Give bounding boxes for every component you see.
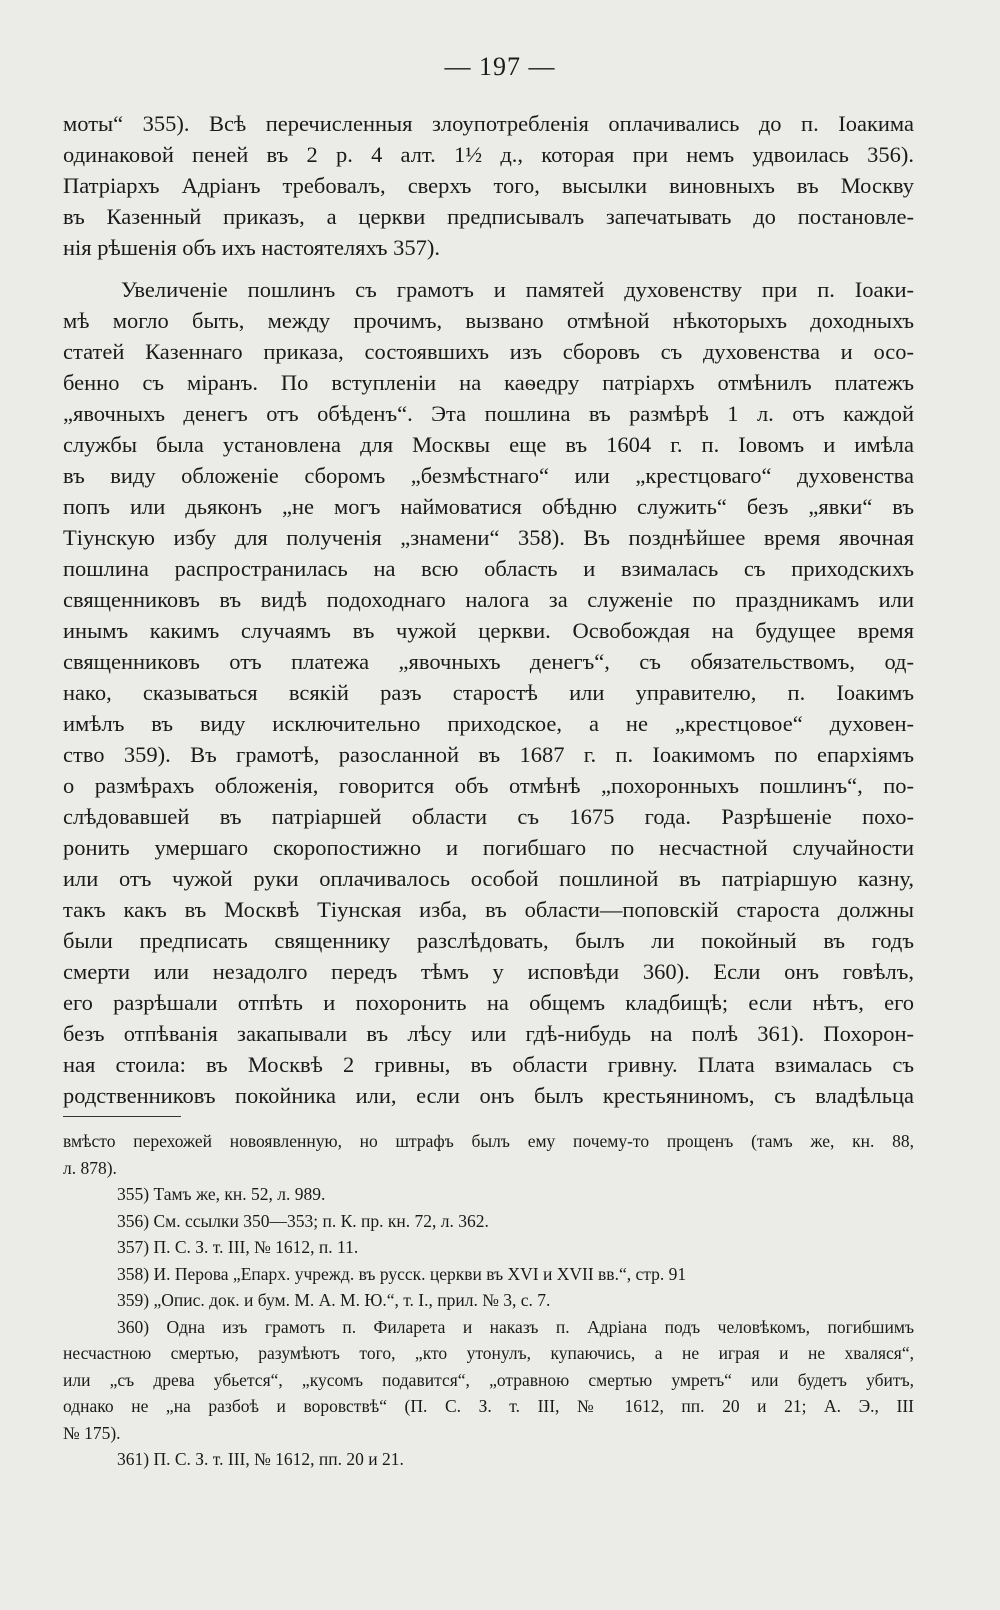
footnote-line: вмѣсто перехожей новоявленную, но штрафъ былъ ему почему-то прощенъ (тамъ же, кн. 88, xyxy=(63,1131,914,1151)
text-line: статей Казеннаго приказа, состоявшихъ изъ сборовъ съ духовенства и осо- xyxy=(63,339,914,364)
main-text xyxy=(63,108,914,1111)
footnotes xyxy=(63,1128,914,1473)
footnote-line: несчастною смертью, разумѣютъ того, „кто утонулъ, купаючись, а не играя и не хваляся“, xyxy=(63,1343,914,1363)
text-line: бенно съ міранъ. По вступленіи на каѳедру патріархъ отмѣнилъ платежъ xyxy=(63,370,914,395)
text-line: священниковъ въ видѣ подоходнаго налога за служеніе по праздникамъ или xyxy=(63,587,914,612)
text-line: смерти или незадолго передъ тѣмъ у исповѣди 360). Если онъ говѣлъ, xyxy=(63,959,914,984)
text-line: ронить умершаго скоропостижно и погибшаго по несчастной случайности xyxy=(63,835,914,860)
footnote-355: 355) Тамъ же, кн. 52, л. 989. xyxy=(117,1184,326,1204)
text-line: безъ отпѣванія закапывали въ лѣсу или гдѣ-нибудь на полѣ 361). Похорон- xyxy=(63,1021,914,1046)
text-line: такъ какъ въ Москвѣ Тіунская изба, въ области—поповскій староста должны xyxy=(63,897,914,922)
text-line: въ Казенный приказъ, а церкви предписывалъ запечатывать до постановле- xyxy=(63,204,914,229)
footnote-358: 358) И. Перова „Епарх. учрежд. въ русск. церкви въ XVI и XVII вв.“, стр. 91 xyxy=(117,1263,687,1284)
text-line: службы была установлена для Москвы еще въ 1604 г. п. Іовомъ и имѣла xyxy=(63,432,914,457)
text-line: нія рѣшенія объ ихъ настоятеляхъ 357). xyxy=(63,235,441,260)
footnote-line: однако не „на разбоѣ и воровствѣ“ (П. С. З. т. III, № 1612, пп. 20 и 21; А. Э., III xyxy=(63,1396,914,1416)
footnote-361: 361) П. С. З. т. III, № 1612, пп. 20 и 21. xyxy=(117,1449,404,1469)
text-line: пошлина распространилась на всю область и взималась съ приходскихъ xyxy=(63,556,914,581)
text-line: родственниковъ покойника или, если онъ былъ крестьяниномъ, съ владѣльца xyxy=(63,1083,914,1108)
footnote-359: 359) „Опис. док. и бум. М. А. М. Ю.“, т. I., прил. № 3, с. 7. xyxy=(117,1290,551,1310)
text-line: одинаковой пеней въ 2 р. 4 алт. 1½ д., которая при немъ удвоилась 356). xyxy=(63,142,914,167)
text-line: въ виду обложеніе сборомъ „безмѣстнаго“ или „крестцоваго“ духовенства xyxy=(63,463,914,488)
text-line: нако, сказываться всякій разъ старостѣ или управителю, п. Іоакимъ xyxy=(63,680,914,705)
text-line: слѣдовавшей въ патріаршей области съ 1675 года. Разрѣшеніе похо- xyxy=(63,804,914,829)
text-line: были предписать священнику разслѣдовать, былъ ли покойный въ годъ xyxy=(63,928,914,953)
text-line: моты“ 355). Всѣ перечисленныя злоупотребленія оплачивались до п. Іоакима xyxy=(63,111,914,136)
text-line: Увеличеніе пошлинъ съ грамотъ и памятей духовенству при п. Іоаки- xyxy=(121,277,914,302)
footnote-divider xyxy=(63,1116,181,1117)
footnote-356: 356) См. ссылки 350—353; п. К. пр. кн. 72, л. 362. xyxy=(117,1210,489,1231)
text-line: или отъ чужой руки оплачивалось особой пошлиной въ патріаршую казну, xyxy=(63,866,914,891)
footnote-line: л. 878). xyxy=(63,1157,117,1178)
footnote-line: № 175). xyxy=(63,1422,121,1443)
text-line: Тіунскую избу для полученія „знамени“ 358). Въ позднѣйшее время явочная xyxy=(63,525,914,550)
text-line: о размѣрахъ обложенія, говорится объ отмѣнѣ „похоронныхъ пошлинъ“, по- xyxy=(63,773,914,798)
text-line: мѣ могло быть, между прочимъ, вызвано отмѣной нѣкоторыхъ доходныхъ xyxy=(63,308,914,333)
page-number: — 197 — xyxy=(444,52,556,81)
text-line: ство 359). Въ грамотѣ, разосланной въ 1687 г. п. Іоакимомъ по епархіямъ xyxy=(63,742,914,767)
text-line: Патріархъ Адріанъ требовалъ, сверхъ того, высылки виновныхъ въ Москву xyxy=(63,173,914,198)
text-line: инымъ какимъ случаямъ въ чужой церкви. Освобождая на будущее время xyxy=(63,618,914,643)
text-line: ная стоила: въ Москвѣ 2 гривны, въ области гривну. Плата взималась съ xyxy=(63,1052,914,1077)
footnote-357: 357) П. С. З. т. III, № 1612, п. 11. xyxy=(117,1237,359,1257)
text-line: священниковъ отъ платежа „явочныхъ денегъ“, съ обязательствомъ, од- xyxy=(63,649,914,674)
text-line: его разрѣшали отпѣть и похоронить на общемъ кладбищѣ; если нѣтъ, его xyxy=(63,990,914,1015)
footnote-line: или „съ древа убьется“, „кусомъ подавится“, „отравною смертью умретъ“ или будетъ убитъ, xyxy=(63,1369,914,1390)
footnote-360: 360) Одна изъ грамотъ п. Филарета и наказъ п. Адріана подъ человѣкомъ, погибшимъ xyxy=(117,1316,914,1337)
text-line: попъ или дьяконъ „не могъ наймоватися обѣдню служить“ безъ „явки“ въ xyxy=(63,494,914,519)
text-line: „явочныхъ денегъ отъ обѣденъ“. Эта пошлина въ размѣрѣ 1 л. отъ каждой xyxy=(63,401,914,426)
text-line: имѣлъ въ виду исключительно приходское, а не „крестцовое“ духовен- xyxy=(63,711,914,736)
